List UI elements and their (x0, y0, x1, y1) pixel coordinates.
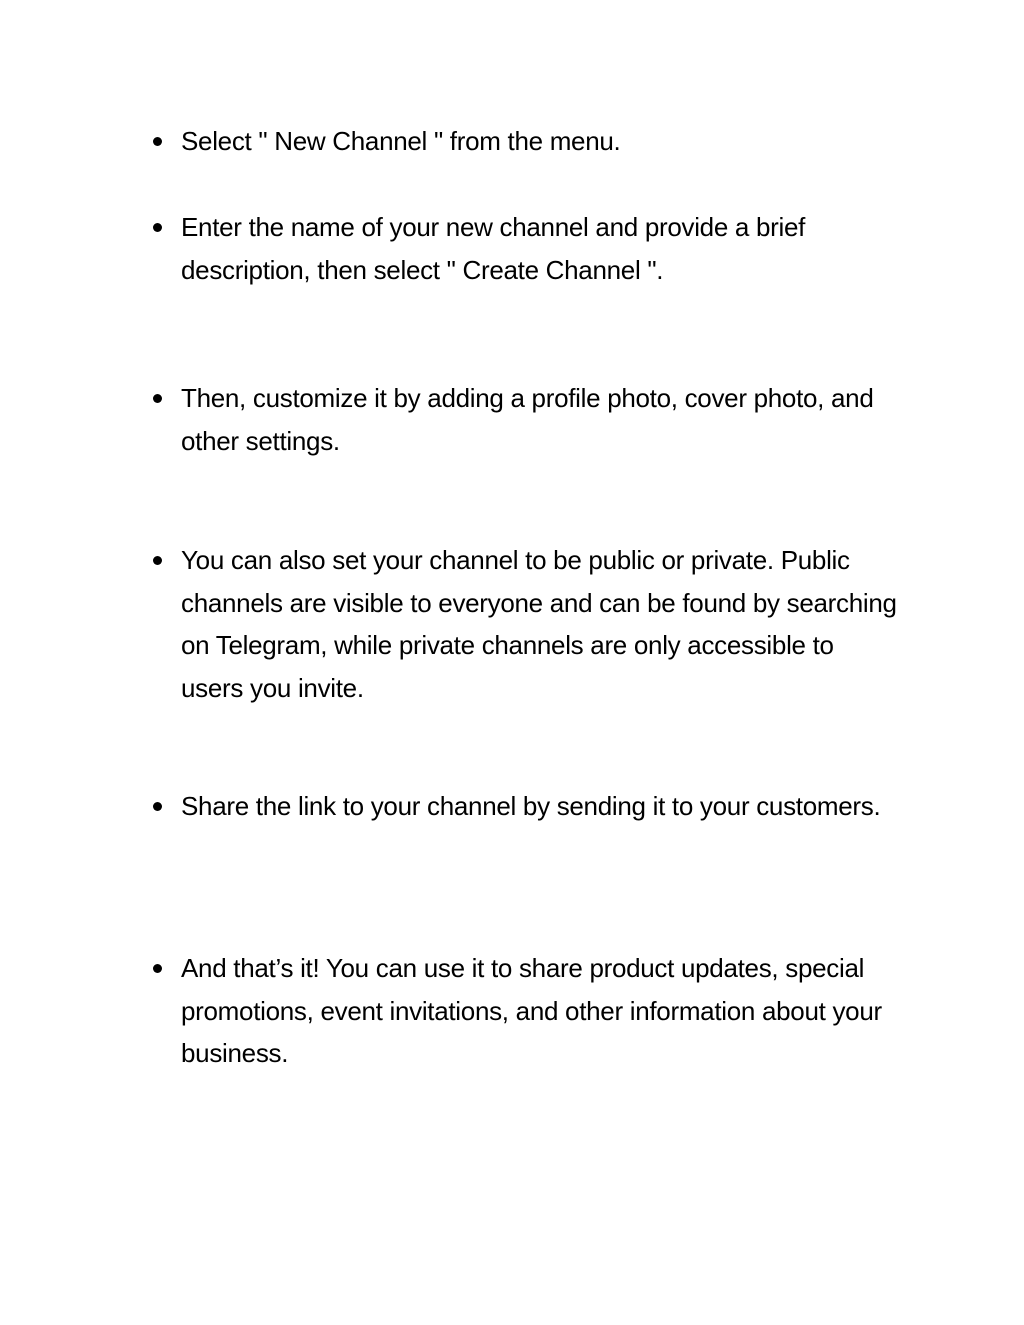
bullet-dot-icon (153, 556, 162, 565)
bullet-text: And that’s it! You can use it to share product updates, special promotions, event invitations, and other information about your business. (181, 953, 882, 1068)
bullet-text: Select " New Channel " from the menu. (181, 126, 621, 156)
bullet-text: Then, customize it by adding a profile photo, cover photo, and other settings. (181, 383, 874, 456)
bullet-dot-icon (153, 802, 162, 811)
bullet-dot-icon (153, 223, 162, 232)
bullet-dot-icon (153, 137, 162, 146)
bullet-dot-icon (153, 964, 162, 973)
bullet-dot-icon (153, 394, 162, 403)
bullet-text: Enter the name of your new channel and provide a brief description, then select " Create Channel ". (181, 212, 806, 285)
bullet-text: Share the link to your channel by sending it to your customers. (181, 791, 881, 821)
bullet-text: You can also set your channel to be public or private. Public channels are visible to everyone and can be found by searching on Telegram, while private channels are only accessible to users you invite. (181, 545, 897, 703)
